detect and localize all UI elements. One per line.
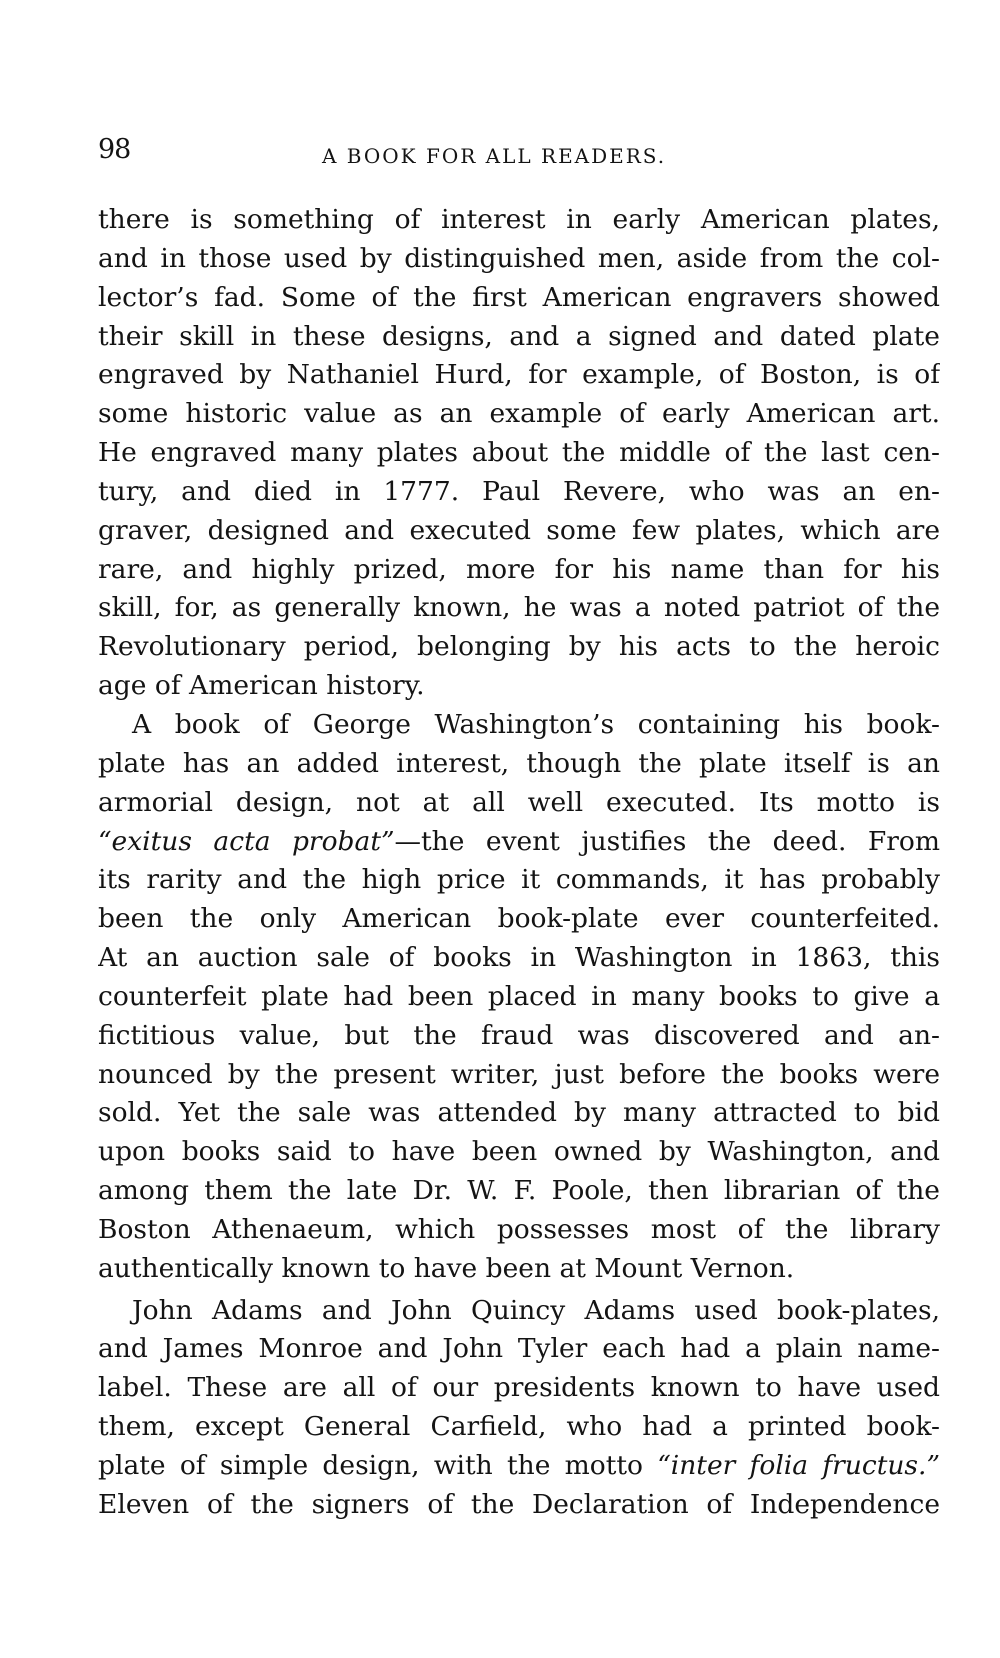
text-line: upon books said to have been owned by Washington, and — [98, 1136, 940, 1168]
text-line: lector’s fad. Some of the first American engravers showed — [98, 281, 940, 313]
text-line: among them the late Dr. W. F. Poole, then librarian of the — [98, 1175, 940, 1207]
text-line: Revolutionary period, belonging by his acts to the heroic — [98, 631, 940, 663]
text-line: label. These are all of our presidents known to have used — [98, 1372, 940, 1404]
text-line: nounced by the present writer, just before the books were — [98, 1058, 940, 1090]
text-line: there is something of interest in early American plates, — [98, 204, 940, 235]
text-line: rare, and highly prized, more for his name than for his — [98, 553, 940, 585]
text-line: and in those used by distinguished men, aside from the col- — [98, 242, 940, 274]
text-line: authentically known to have been at Mount Vernon. — [98, 1252, 795, 1284]
text-line: them, except General Carfield, who had a printed book- — [98, 1411, 940, 1443]
text-line: plate has an added interest, though the plate itself is an — [98, 747, 940, 779]
text-line: Eleven of the signers of the Declaration of Independence — [98, 1488, 940, 1520]
latin-motto: “exitus acta probat” — [98, 825, 395, 857]
text-line: engraved by Nathaniel Hurd, for example, of Boston, is of — [98, 359, 940, 391]
text-line: and James Monroe and John Tyler each had a plain name- — [98, 1333, 940, 1365]
text-line: their skill in these designs, and a signed and dated plate — [98, 320, 940, 352]
text-line: Boston Athenaeum, which possesses most of the library — [98, 1213, 940, 1245]
text-line: sold. Yet the sale was attended by many attracted to bid — [98, 1097, 940, 1129]
text-line: John Adams and John Quincy Adams used book-plates, — [132, 1294, 940, 1326]
text-line: A book of George Washington’s containing his book- — [132, 708, 940, 740]
text-line: its rarity and the high price it commands, it has probably — [98, 864, 940, 896]
text-line-with-motto — [98, 1447, 940, 1486]
body-text — [98, 201, 940, 1525]
motto-intro: plate of simple design, with the motto — [98, 1450, 658, 1481]
text-line: graver, designed and executed some few plates, which are — [98, 514, 940, 546]
text-line: armorial design, not at all well executed. Its motto is — [98, 786, 940, 818]
text-line: age of American history. — [98, 670, 425, 702]
text-line: counterfeit plate had been placed in many books to give a — [98, 980, 940, 1012]
text-line: fictitious value, but the fraud was discovered and an- — [98, 1019, 940, 1051]
text-line: skill, for, as generally known, he was a noted patriot of the — [98, 592, 940, 624]
text-line: been the only American book-plate ever counterfeited. — [98, 903, 940, 935]
running-title: A BOOK FOR ALL READERS. — [322, 144, 667, 168]
text-line: some historic value as an example of early American art. — [98, 398, 940, 430]
text-line: tury, and died in 1777. Paul Revere, who was an en- — [98, 475, 940, 507]
text-line-with-motto — [98, 823, 940, 862]
text-line: He engraved many plates about the middle of the last cen- — [98, 437, 940, 469]
motto-translation: —the event justifies the deed. From — [394, 825, 940, 857]
text-line: At an auction sale of books in Washington in 1863, this — [98, 942, 940, 974]
page-number: 98 — [98, 134, 131, 165]
latin-motto: “inter folia fructus.” — [657, 1450, 940, 1481]
